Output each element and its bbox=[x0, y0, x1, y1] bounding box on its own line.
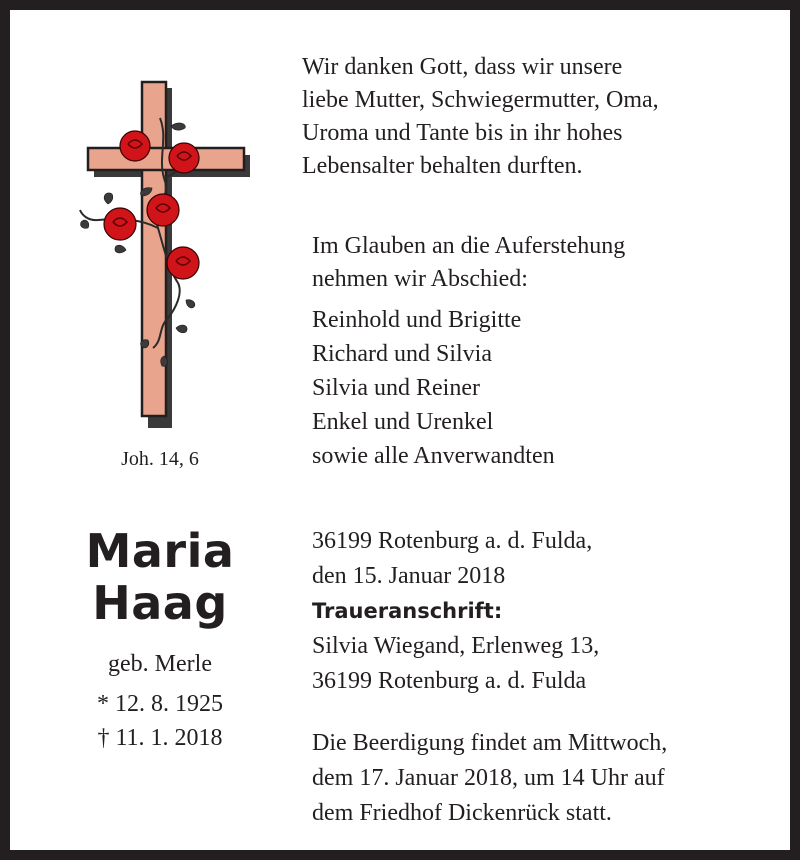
bible-verse: Joh. 14, 6 bbox=[121, 448, 199, 470]
last-name: Haag bbox=[92, 576, 228, 630]
birth-date: * 12. 8. 1925 bbox=[97, 691, 223, 717]
mourner: Reinhold und Brigitte bbox=[312, 307, 522, 333]
funeral-info bbox=[312, 726, 667, 831]
life-dates bbox=[10, 687, 310, 755]
first-name: Maria bbox=[85, 524, 235, 578]
mourner: sowie alle Anverwandten bbox=[312, 443, 555, 469]
text-line: dem Friedhof Dickenrück statt. bbox=[312, 800, 612, 826]
deceased-block bbox=[10, 525, 310, 755]
text-line: liebe Mutter, Schwiegermutter, Oma, bbox=[302, 87, 659, 113]
place-and-address bbox=[312, 524, 599, 699]
text-line: Uroma und Tante bis in ihr hohes bbox=[302, 120, 623, 146]
farewell-text bbox=[312, 230, 625, 296]
text-line: dem 17. Januar 2018, um 14 Uhr auf bbox=[312, 765, 665, 791]
text-line: Die Beerdigung findet am Mittwoch, bbox=[312, 730, 668, 756]
mourning-address-label: Traueranschrift: bbox=[312, 599, 503, 623]
text-line: Im Glauben an die Auferstehung bbox=[312, 233, 626, 259]
place: 36199 Rotenburg a. d. Fulda, bbox=[312, 528, 593, 554]
mourners-list bbox=[312, 303, 555, 473]
mourner: Enkel und Urenkel bbox=[312, 409, 494, 435]
intro-text bbox=[302, 51, 659, 183]
text-line: nehmen wir Abschied: bbox=[312, 266, 528, 292]
text-line: Lebensalter behalten durften. bbox=[302, 153, 583, 179]
cross-with-roses-icon bbox=[68, 78, 258, 428]
date: den 15. Januar 2018 bbox=[312, 563, 506, 589]
death-date: † 11. 1. 2018 bbox=[97, 725, 223, 751]
address-line: Silvia Wiegand, Erlenweg 13, bbox=[312, 633, 600, 659]
mourner: Silvia und Reiner bbox=[312, 375, 480, 401]
birth-name: geb. Merle bbox=[108, 651, 212, 677]
mourner: Richard und Silvia bbox=[312, 341, 492, 367]
text-line: Wir danken Gott, dass wir unsere bbox=[302, 54, 623, 80]
address-line: 36199 Rotenburg a. d. Fulda bbox=[312, 668, 587, 694]
